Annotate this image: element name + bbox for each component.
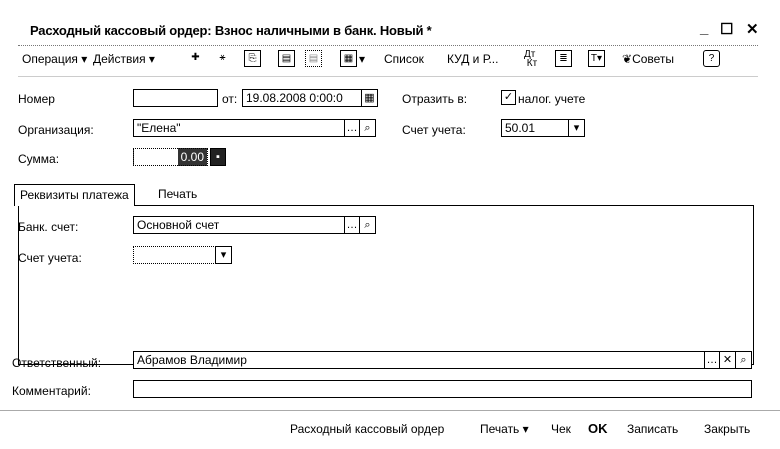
close-button[interactable]: ✕ (746, 21, 759, 38)
tab-print[interactable]: Печать (158, 187, 198, 201)
ok-button[interactable]: OK (588, 421, 608, 436)
operation-menu[interactable] (22, 52, 87, 66)
account-field[interactable]: 50.01 (501, 119, 569, 137)
dt-kt-icon[interactable]: Дт Кт (524, 49, 538, 69)
search-icon[interactable]: ⌕ (735, 351, 752, 369)
payment-account-label: Счет учета: (18, 251, 82, 265)
filter-icon[interactable]: T▾ (588, 50, 605, 67)
list-button[interactable]: Список (384, 52, 424, 66)
bank-account-label: Банк. счет: (18, 220, 79, 234)
maximize-button[interactable]: ☐ (720, 21, 734, 38)
comment-field[interactable] (133, 380, 752, 398)
unpost-document-icon[interactable]: ▤ (305, 50, 322, 67)
tips-icon: ❦ (622, 52, 633, 66)
responsible-label: Ответственный: (12, 356, 102, 370)
add-icon[interactable]: ✚ (191, 52, 200, 63)
print-menu[interactable] (480, 422, 529, 436)
chevron-down-icon[interactable]: ▾ (359, 52, 366, 66)
tax-accounting-label: налог. учете (518, 92, 586, 106)
tips-button[interactable] (622, 52, 674, 66)
kudir-button[interactable]: КУД и Р... (447, 52, 499, 66)
doc-name-button[interactable]: Расходный кассовый ордер (290, 422, 445, 436)
based-on-icon[interactable]: ▦ (340, 50, 357, 67)
tax-accounting-checkbox[interactable]: ✓ (501, 90, 516, 105)
org-label: Организация: (18, 123, 94, 137)
chevron-down-icon: ▾ (148, 52, 155, 66)
reflect-label: Отразить в: (402, 92, 468, 106)
post-document-icon[interactable]: ▤ (278, 50, 295, 67)
copy-icon[interactable]: ⎘ (244, 50, 261, 67)
check-button[interactable]: Чек (551, 422, 571, 436)
actions-label: Действия (93, 52, 146, 66)
tab-payment-details[interactable]: Реквизиты платежа (14, 184, 135, 206)
minimize-button[interactable]: _ (700, 20, 709, 37)
responsible-field[interactable]: Абрамов Владимир (133, 351, 705, 369)
number-field[interactable] (133, 89, 218, 107)
comment-label: Комментарий: (12, 384, 91, 398)
close-form-button[interactable]: Закрыть (704, 422, 751, 436)
sum-field[interactable]: 0.00 (133, 148, 208, 166)
chevron-down-icon[interactable]: ▾ (568, 119, 585, 137)
calculator-icon[interactable]: ▪ (210, 148, 226, 166)
chevron-down-icon[interactable]: ▾ (215, 246, 232, 264)
number-label: Номер (18, 92, 55, 106)
select-button[interactable]: … (344, 216, 360, 234)
chevron-down-icon: ▾ (522, 422, 529, 436)
structure-icon[interactable]: ⚹ (219, 52, 226, 63)
actions-menu[interactable] (93, 52, 155, 66)
search-icon[interactable]: ⌕ (359, 216, 376, 234)
save-button[interactable]: Записать (627, 422, 679, 436)
window-title: Расходный кассовый ордер: Взнос наличными в банк. Новый * (30, 23, 432, 38)
report-icon[interactable]: ≣ (555, 50, 572, 67)
calendar-icon[interactable]: ▦ (361, 89, 378, 107)
org-field[interactable]: "Елена" (133, 119, 345, 137)
account-label: Счет учета: (402, 123, 466, 137)
tips-label: Советы (632, 52, 675, 66)
help-button[interactable]: ? (703, 50, 720, 67)
bank-account-field[interactable]: Основной счет (133, 216, 345, 234)
operation-label: Операция (22, 52, 78, 66)
date-label: от: (222, 92, 238, 106)
tab-panel (18, 205, 754, 365)
search-icon[interactable]: ⌕ (359, 119, 376, 137)
print-label: Печать (480, 422, 520, 436)
payment-account-field[interactable] (133, 246, 216, 264)
select-button[interactable]: … (704, 351, 720, 369)
select-button[interactable]: … (344, 119, 360, 137)
clear-icon[interactable]: ✕ (719, 351, 736, 369)
chevron-down-icon: ▾ (81, 52, 88, 66)
bottom-divider (0, 410, 780, 411)
sum-label: Сумма: (18, 152, 60, 166)
date-field[interactable]: 19.08.2008 0:00:0 (242, 89, 362, 107)
